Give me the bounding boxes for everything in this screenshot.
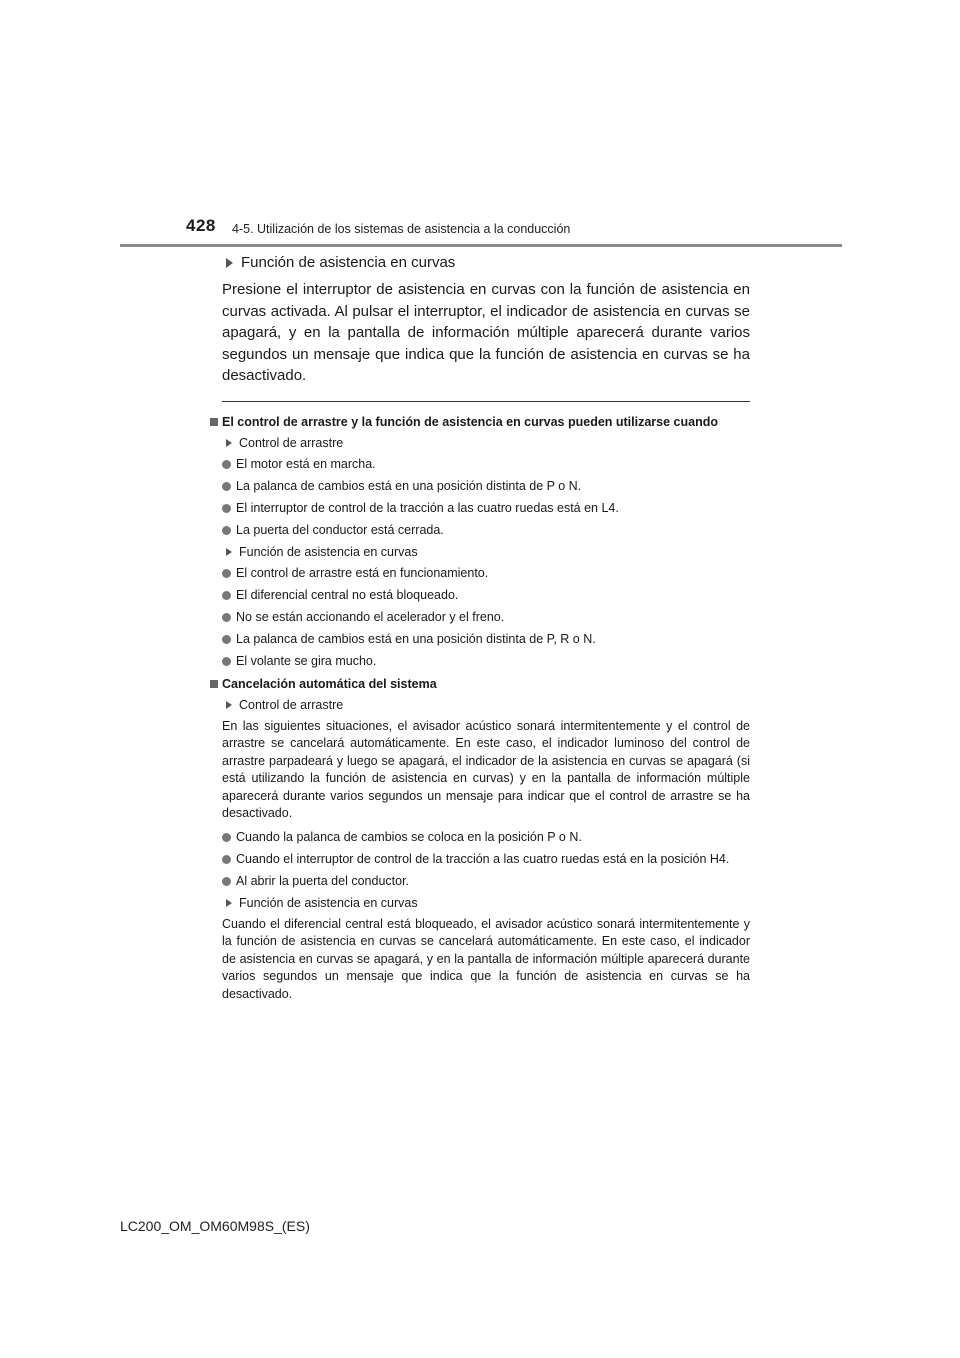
list-item	[222, 522, 750, 539]
list-item	[222, 829, 750, 846]
list-item	[222, 456, 750, 473]
bullet-dot-icon	[222, 613, 231, 622]
section1-sub1-text: Control de arrastre	[239, 435, 344, 450]
section2-sub2-text: Función de asistencia en curvas	[239, 895, 418, 910]
section2-sub1-paragraph: En las siguientes situaciones, el avisador acústico sonará intermitentemente y el control de arrastre se cancelará automáticamente. En este caso, el indicador luminoso del control de arrastre parpadeará y luego se apagará, el indicador de la asistencia en curvas se apagará (si está utilizando la función de asistencia en curvas) y en la pantalla de información múltiple aparecerá durante varios segundos un mensaje para indicar que el control de arrastre se ha desactivado.	[222, 718, 750, 820]
section-title: 4-5. Utilización de los sistemas de asistencia a la conducción	[232, 222, 571, 236]
list-item	[222, 500, 750, 517]
list-item-text: La palanca de cambios está en una posición distinta de P, R o N.	[236, 631, 596, 646]
bullet-dot-icon	[222, 657, 231, 666]
bullet-dot-icon	[222, 635, 231, 644]
bullet-dot-icon	[222, 482, 231, 491]
list-item	[222, 873, 750, 890]
bullet-dot-icon	[222, 460, 231, 469]
bullet-dot-icon	[222, 504, 231, 513]
list-item-text: La puerta del conductor está cerrada.	[236, 522, 444, 537]
list-item	[222, 478, 750, 495]
section1-sub1	[226, 436, 750, 450]
section-divider	[222, 401, 750, 402]
bullet-dot-icon	[222, 569, 231, 578]
list-item-text: Al abrir la puerta del conductor.	[236, 873, 410, 888]
bullet-dot-icon	[222, 877, 231, 886]
list-item-text: La palanca de cambios está en una posición distinta de P o N.	[236, 478, 582, 493]
list-item	[222, 587, 750, 604]
list-item-text: No se están accionando el acelerador y el freno.	[236, 609, 505, 624]
square-bullet-icon	[210, 418, 218, 426]
list-item	[222, 565, 750, 582]
page-content	[222, 254, 750, 1009]
section1-heading	[210, 414, 750, 430]
list-item	[222, 609, 750, 626]
list-item-text: El volante se gira mucho.	[236, 653, 377, 668]
header-rule	[120, 244, 842, 247]
section2-sub1	[226, 698, 750, 712]
triangle-icon	[226, 548, 232, 556]
list-item	[222, 851, 750, 868]
triangle-icon	[226, 258, 233, 268]
list-item	[222, 653, 750, 670]
bullet-dot-icon	[222, 526, 231, 535]
list-item-text: Cuando el interruptor de control de la tracción a las cuatro ruedas está en la posición H4.	[236, 851, 730, 866]
list-item-text: El interruptor de control de la tracción a las cuatro ruedas está en L4.	[236, 500, 619, 515]
bullet-dot-icon	[222, 591, 231, 600]
page-number: 428	[186, 216, 216, 235]
intro-subheading-text: Función de asistencia en curvas	[241, 254, 456, 271]
list-item-text: Cuando la palanca de cambios se coloca en la posición P o N.	[236, 829, 582, 844]
triangle-icon	[226, 439, 232, 447]
section1-heading-text: El control de arrastre y la función de asistencia en curvas pueden utilizarse cuando	[222, 414, 718, 429]
bullet-dot-icon	[222, 855, 231, 864]
bullet-dot-icon	[222, 833, 231, 842]
section2-heading	[210, 676, 750, 692]
list-item-text: El motor está en marcha.	[236, 456, 376, 471]
section2-sub2	[226, 896, 750, 910]
list-item	[222, 631, 750, 648]
section2-sub1-text: Control de arrastre	[239, 697, 344, 712]
section1-sub2-text: Función de asistencia en curvas	[239, 544, 418, 559]
document-code: LC200_OM_OM60M98S_(ES)	[120, 1218, 310, 1234]
section2-heading-text: Cancelación automática del sistema	[222, 676, 437, 691]
section2-sub2-paragraph: Cuando el diferencial central está bloqueado, el avisador acústico sonará intermitentemente y la función de asistencia en curvas se cancelará automáticamente. En este caso, el indicador de asistencia en curvas se apagará, y en la pantalla de información múltiple aparecerá durante varios segundos un mensaje que indica que la función de asistencia en curvas se ha desactivado.	[222, 916, 750, 1001]
list-item-text: El control de arrastre está en funcionamiento.	[236, 565, 489, 580]
intro-paragraph: Presione el interruptor de asistencia en curvas con la función de asistencia en curvas activada. Al pulsar el interruptor, el indicador de asistencia en curvas se apagará, y en la pantalla de información múltiple aparecerá durante varios segundos un mensaje que indica que la función de asistencia en curvas se ha desactivado.	[222, 281, 750, 384]
list-item-text: El diferencial central no está bloqueado.	[236, 587, 459, 602]
triangle-icon	[226, 701, 232, 709]
square-bullet-icon	[210, 680, 218, 688]
triangle-icon	[226, 899, 232, 907]
section1-sub2	[226, 545, 750, 559]
intro-subheading	[226, 254, 750, 271]
